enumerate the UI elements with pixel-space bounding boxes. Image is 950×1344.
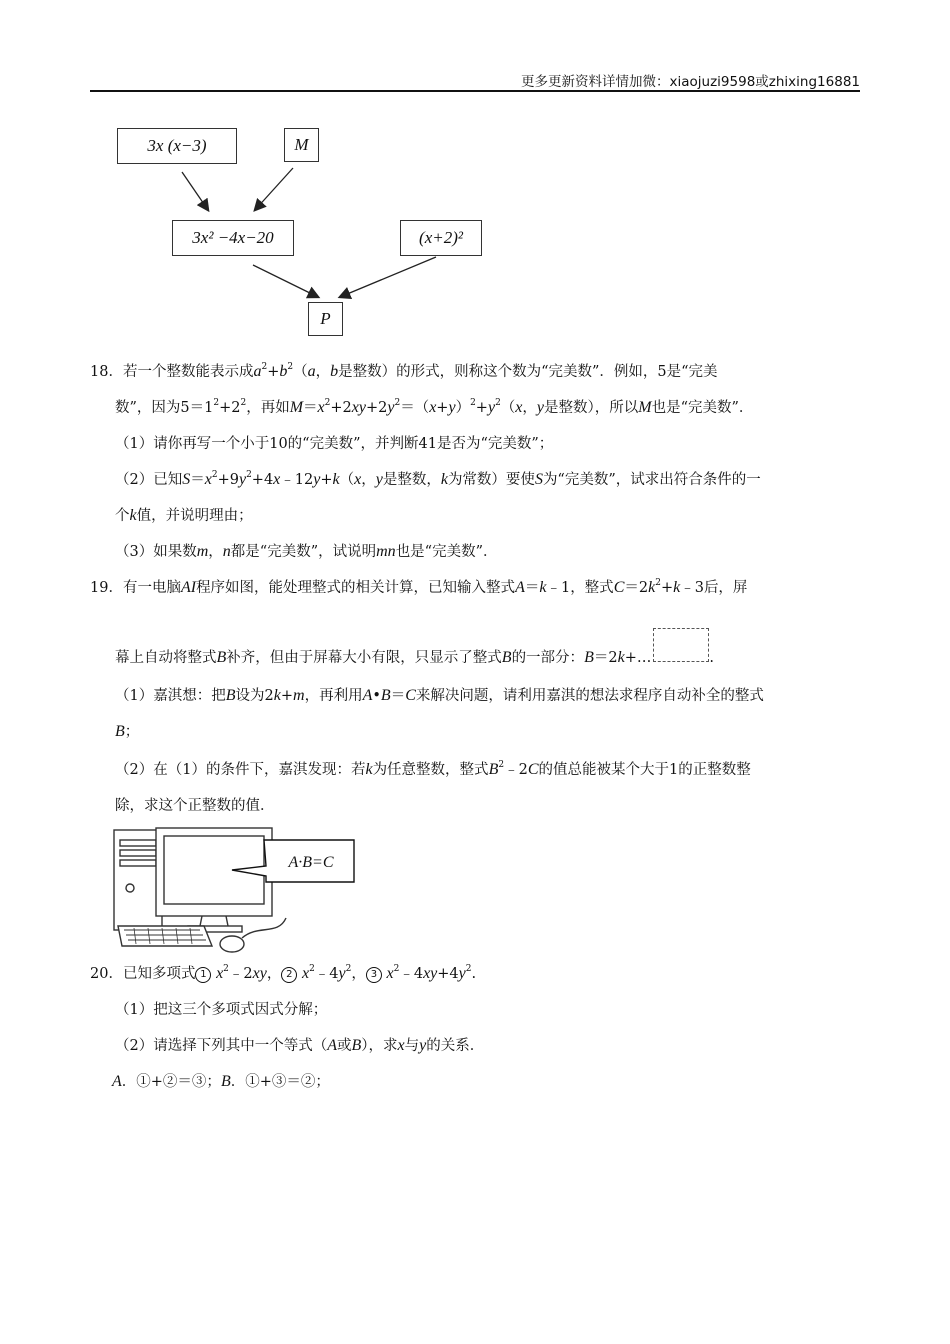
header-text: 更多更新资料详情加微：xiaojuzi9598或zhixing16881 [521,74,860,90]
flow-diagram-arrows [0,0,950,360]
arrow-1 [182,172,208,210]
question-18: 18．若一个整数能表示成$a^2+b^2(a$，b是整数）的形式，则称这个数为“完美数”．例如，5是“完美 数”，因为$5=1^2+2^2$，再如$M=x^2+2xy+2y^2=(x+y)^2+y^2(x$，y是整数），所以M也是“完美数”． （1）请你再写一个小于10的“完美数”，并判断41是否为“完美数”； （2）已知$S=x^2+9y^2+4x﹣12y+k(x$，y是整数，k为常数）要使S为“完美数”，试求出符合条件的一 个k值，并说明理由； （3）如果数m，n都是“完美数”，试说明mn也是“完美数”． [90,362,761,560]
box-M: M [284,128,319,162]
box-middle: 3x² −4x−20 [172,220,294,256]
arrow-4 [340,257,436,297]
box-3x: 3x (x−3) [117,128,237,164]
question-20: 20．已知多项式 1 $x^2﹣2xy$， 2 $x^2﹣4y^2$， 3 $x^2﹣4xy+4y^2$. （1）把这三个多项式因式分解； （2）请选择下列其中一个等式（A或B），求x与y的关系． A．①+②＝③；B．①+③＝②； [90,964,485,1090]
question-19: 19．有一电脑AI程序如图，能处理整式的相关计算，已知输入整式A＝k﹣1，整式$C=2k^2+k﹣3$后，屏 幕上自动将整式B补齐，但由于屏幕大小有限，只显示了整式B的一部分：B＝2k+… . （1）嘉淇想：把B设为2k+m，再利用A•B＝C来解决问题，请利用嘉淇的想法求程序自动补全的整式 B； （2）在（1）的条件下，嘉淇发现：若k为任意整数，整式$B^2﹣2C$的值总能被某个大于1的正整数整 除，求这个正整数的值． [90,578,764,814]
box-P: P [308,302,343,336]
arrow-2 [255,168,293,210]
dashed-placeholder-box [653,628,709,662]
arrow-3 [253,265,318,297]
computer-illustration [108,826,368,956]
box-square: (x+2)² [400,220,482,256]
speech-bubble-text: A·B=C [288,854,334,871]
